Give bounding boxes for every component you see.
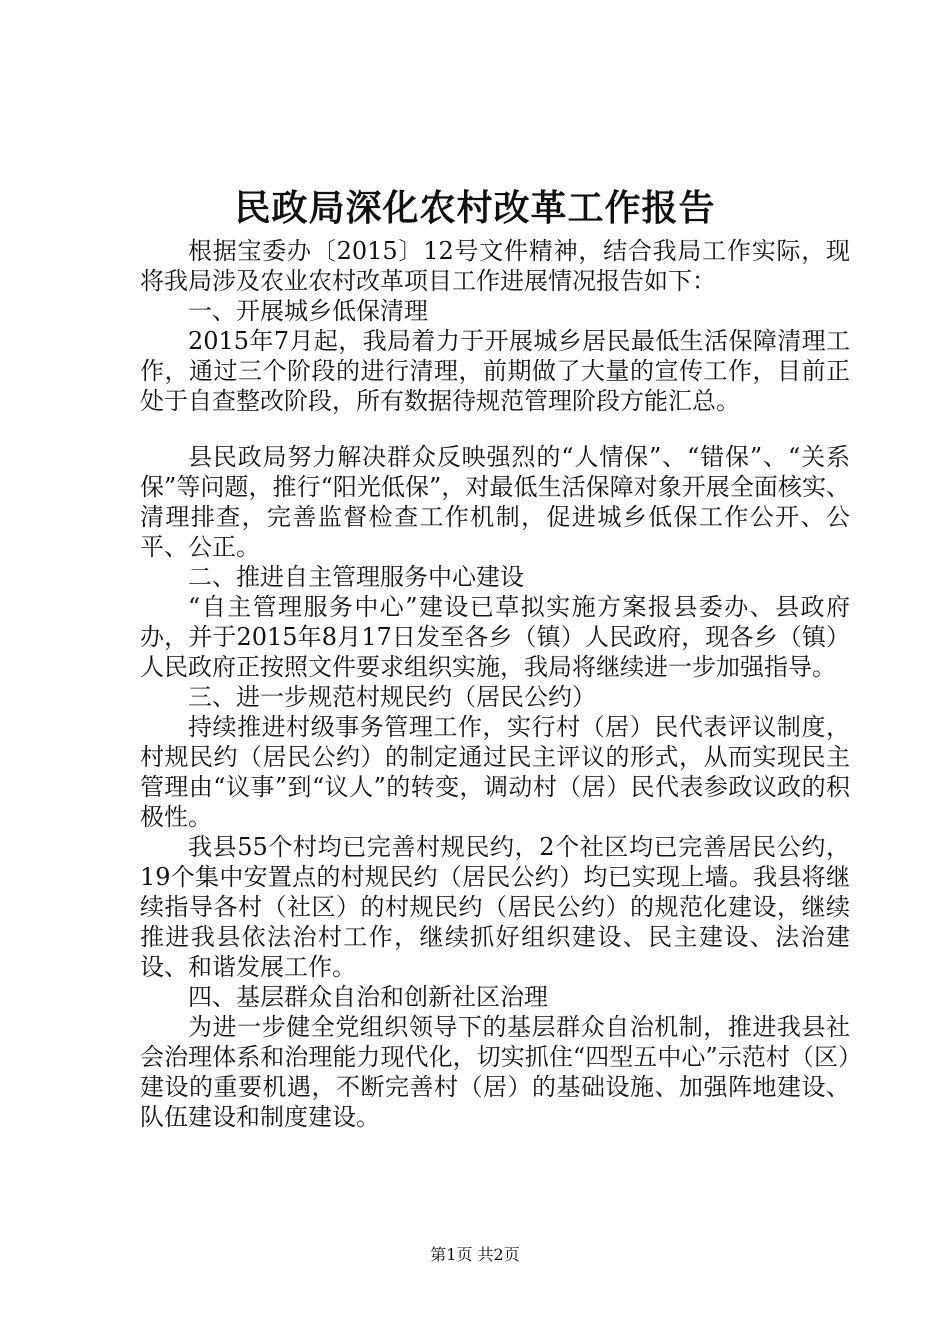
section-3-paragraph-1: 持续推进村级事务管理工作，实行村（居）民代表评议制度，村规民约（居民公约）的制定通过民主评议的形式，从而实现民主管理由“议事”到“议人”的转变，调动村（居）民代表参政议政的积极性。 — [140, 713, 850, 831]
section-1-paragraph-1: 2015年7月起，我局着力于开展城乡居民最低生活保障清理工作，通过三个阶段的进行清理，前期做了大量的宣传工作，目前正处于自查整改阶段，所有数据待规范管理阶段方能汇总。 — [140, 327, 850, 415]
section-3-heading: 三、进一步规范村规民约（居民公约） — [188, 683, 596, 711]
section-4-heading: 四、基层群众自治和创新社区治理 — [188, 983, 548, 1011]
section-1-heading: 一、开展城乡低保清理 — [188, 297, 428, 325]
section-3-paragraph-2: 我县55个村均已完善村规民约，2个社区均已完善居民公约，19个集中安置点的村规民约（居民公约）均已实现上墙。我县将继续指导各村（社区）的村规民约（居民公约）的规范化建设，继续推进我县依法治村工作，继续抓好组织建设、民主建设、法治建设、和谐发展工作。 — [140, 833, 850, 981]
intro-paragraph: 根据宝委办〔2015〕12号文件精神，结合我局工作实际，现将我局涉及农业农村改革项目工作进展情况报告如下： — [140, 237, 850, 295]
section-2-paragraph-1: “自主管理服务中心”建设已草拟实施方案报县委办、县政府办，并于2015年8月17日发至各乡（镇）人民政府，现各乡（镇）人民政府正按照文件要求组织实施，我局将继续进一步加强指导。 — [140, 593, 850, 681]
section-2-heading: 二、推进自主管理服务中心建设 — [188, 563, 524, 591]
section-4-paragraph-1: 为进一步健全党组织领导下的基层群众自治机制，推进我县社会治理体系和治理能力现代化，切实抓住“四型五中心”示范村（区）建设的重要机遇，不断完善村（居）的基础设施、加强阵地建设、队伍建设和制度建设。 — [140, 1013, 850, 1131]
section-1-paragraph-2: 县民政局努力解决群众反映强烈的“人情保”、“错保”、“关系保”等问题，推行“阳光低保”，对最低生活保障对象开展全面核实、清理排查，完善监督检查工作机制，促进城乡低保工作公开、公平、公正。 — [140, 443, 850, 561]
paragraph-spacer — [140, 416, 850, 442]
document-body — [140, 236, 850, 1132]
page-number-footer: 第1页 共2页 — [430, 1245, 520, 1264]
document-title: 民政局深化农村改革工作报告 — [234, 187, 716, 229]
